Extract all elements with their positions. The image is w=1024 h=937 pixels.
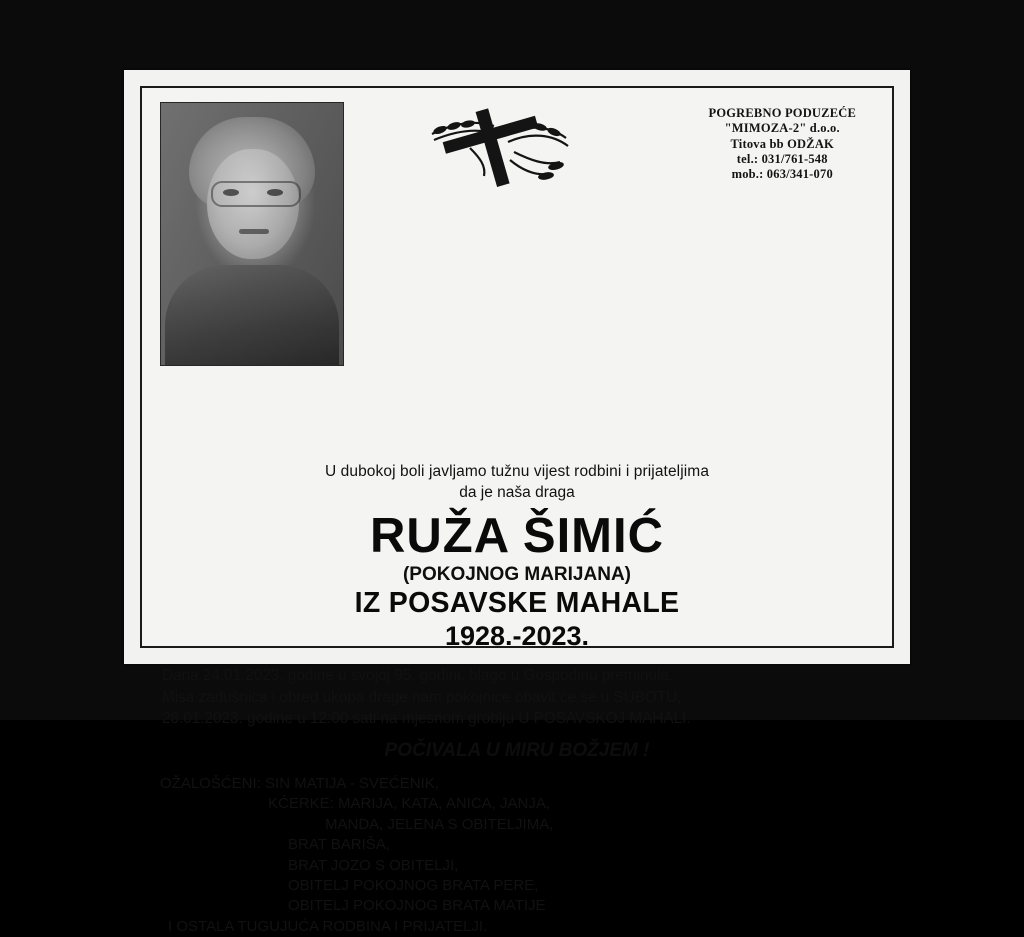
company-address: Titova bb ODŽAK: [730, 136, 834, 151]
mourner-line: KĆERKE: MARIJA, KATA, ANICA, JANJA,: [268, 795, 551, 813]
company-phone: tel.: 031/761-548: [736, 151, 828, 166]
rest-in-peace-text: POČIVALA U MIRU BOŽJEM !: [384, 739, 650, 761]
deceased-parent: (POKOJNOG MARIJANA): [402, 563, 631, 585]
company-legal-name: "MIMOZA-2" d.o.o.: [724, 121, 840, 136]
mourner-line: OŽALOŠĆENI: SIN MATIJA - SVEĆENIK,: [160, 774, 439, 792]
details-line-3: 28.01.2023. godine u 12:00 sati na mjesnom groblju U POSAVSKOJ MAHALI.: [162, 710, 691, 728]
funeral-company-block: [708, 106, 856, 182]
mourner-line: MANDA, JELENA S OBITELJIMA,: [325, 815, 554, 833]
intro-line-1: U dubokoj boli javljamo tužnu vijest rodbini i prijateljima: [324, 463, 710, 480]
deceased-place: IZ POSAVSKE MAHALE: [354, 586, 680, 619]
intro-line-2: da je naša draga: [459, 483, 575, 501]
paper-sheet: [124, 70, 910, 935]
mourners-list: [160, 774, 874, 937]
details-line-2: Misa zadušnica i obred ukopa drage nam pokojnice obavit će se u SUBOTU,: [162, 688, 682, 706]
mourner-line: OBITELJ POKOJNOG BRATA PERE,: [288, 876, 539, 894]
portrait-photo: [160, 102, 344, 366]
intro-text: [160, 462, 874, 504]
cross-icon: [410, 104, 580, 190]
header-right: [344, 102, 874, 202]
company-name: POGREBNO PODUZEĆE: [708, 106, 856, 120]
border-frame: [140, 86, 894, 935]
mourner-line: OBITELJ POKOJNOG BRATA MATIJE: [288, 897, 546, 915]
details-line-1: Dana 24.01.2023. godine u svojoj 95. godini, blago u Gospodinu preminula.: [162, 666, 674, 684]
funeral-details: [160, 665, 874, 730]
deceased-years: 1928.-2023.: [444, 620, 590, 651]
mourner-line: I OSTALA TUGUJUĆA RODBINA I PRIJATELJI.: [168, 917, 488, 935]
cross-with-wheat-and-ribbon-icon: [410, 104, 580, 190]
company-mobile: mob.: 063/341-070: [731, 167, 833, 181]
deceased-name: RUŽA ŠIMIĆ: [370, 508, 664, 563]
photo-shading: [161, 103, 343, 365]
notice-content: [142, 88, 892, 935]
header-row: [160, 102, 874, 366]
mourner-line: BRAT BARIŠA,: [288, 836, 390, 854]
mourner-line: BRAT JOZO S OBITELJI,: [288, 856, 459, 874]
